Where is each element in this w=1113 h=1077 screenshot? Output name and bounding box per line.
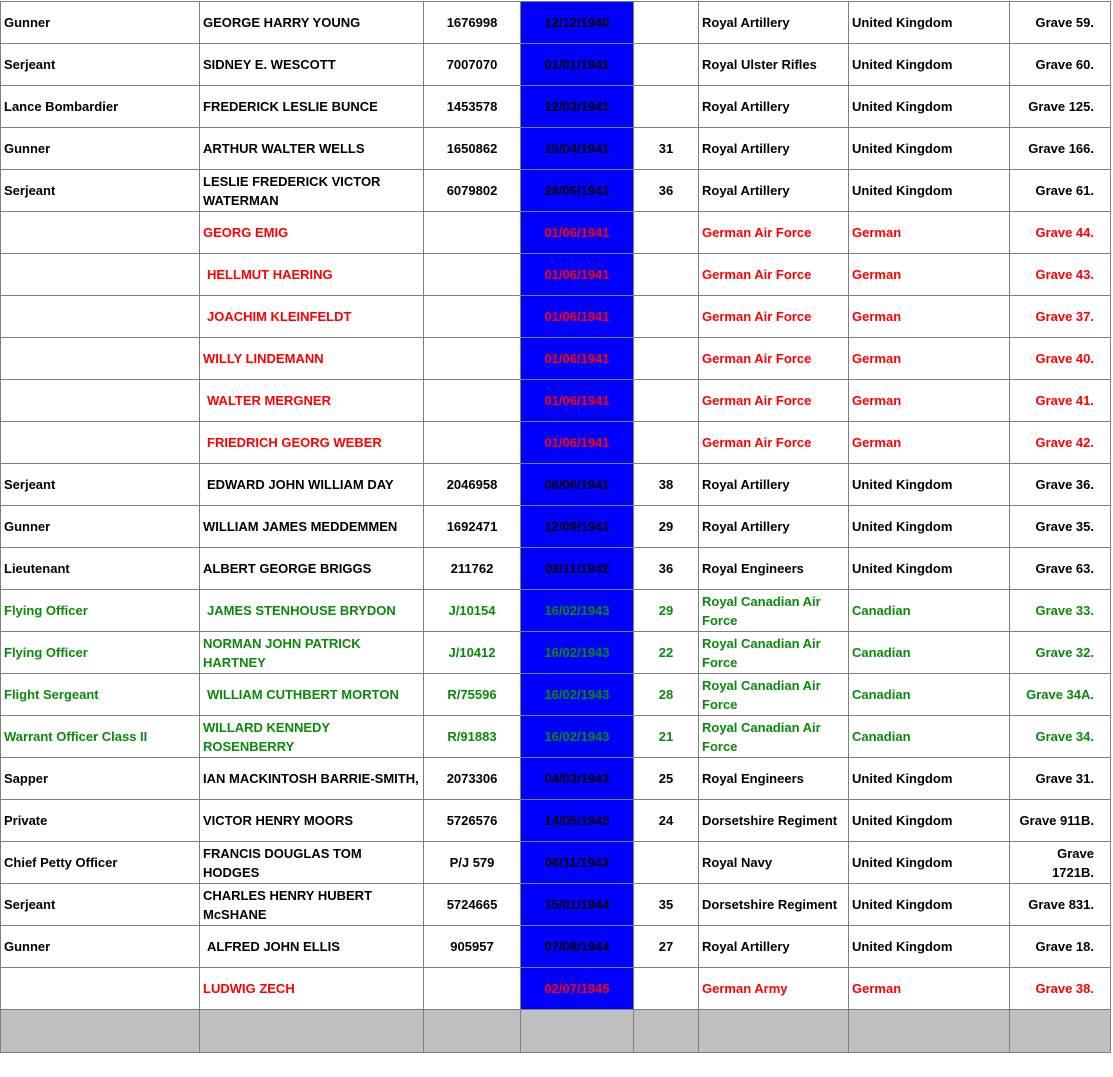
rank-cell[interactable]: Lance Bombardier (1, 86, 200, 128)
date-cell[interactable]: 16/02/1943 (521, 716, 634, 758)
grave-cell[interactable]: Grave 37. (1010, 296, 1111, 338)
empty-cell[interactable] (424, 1010, 521, 1053)
unit-cell[interactable]: Dorsetshire Regiment (699, 884, 849, 926)
date-cell[interactable]: 06/06/1941 (521, 464, 634, 506)
age-cell[interactable]: 36 (634, 170, 699, 212)
unit-cell[interactable]: Royal Canadian Air Force (699, 716, 849, 758)
country-cell[interactable]: United Kingdom (849, 2, 1010, 44)
table-row (1, 464, 1111, 506)
table-row (1, 86, 1111, 128)
name-cell[interactable]: IAN MACKINTOSH BARRIE-SMITH, (200, 758, 424, 800)
age-cell[interactable]: 29 (634, 590, 699, 632)
rank-cell[interactable]: Flight Sergeant (1, 674, 200, 716)
age-cell[interactable]: 22 (634, 632, 699, 674)
name-cell[interactable]: WILLY LINDEMANN (200, 338, 424, 380)
age-cell[interactable]: 24 (634, 800, 699, 842)
rank-cell[interactable] (1, 422, 200, 464)
grave-cell[interactable]: Grave 60. (1010, 44, 1111, 86)
rank-cell[interactable] (1, 338, 200, 380)
empty-cell[interactable] (1, 1010, 200, 1053)
rank-cell[interactable]: Flying Officer (1, 590, 200, 632)
rank-cell[interactable] (1, 296, 200, 338)
service-number-cell[interactable] (424, 380, 521, 422)
name-cell[interactable]: WALTER MERGNER (200, 380, 424, 422)
grave-cell[interactable]: Grave 59. (1010, 2, 1111, 44)
name-cell[interactable]: JOACHIM KLEINFELDT (200, 296, 424, 338)
date-cell[interactable]: 03/11/1942 (521, 548, 634, 590)
country-cell[interactable]: United Kingdom (849, 800, 1010, 842)
country-cell[interactable]: German (849, 968, 1010, 1010)
table-row (1, 590, 1111, 632)
unit-cell[interactable]: German Air Force (699, 296, 849, 338)
rank-cell[interactable] (1, 212, 200, 254)
date-cell[interactable]: 01/06/1941 (521, 296, 634, 338)
name-cell[interactable]: GEORGE HARRY YOUNG (200, 2, 424, 44)
country-cell[interactable]: German (849, 296, 1010, 338)
name-cell[interactable]: JAMES STENHOUSE BRYDON (200, 590, 424, 632)
unit-cell[interactable]: Royal Artillery (699, 128, 849, 170)
name-cell[interactable]: ARTHUR WALTER WELLS (200, 128, 424, 170)
rank-cell[interactable]: Gunner (1, 926, 200, 968)
grave-cell[interactable]: Grave 42. (1010, 422, 1111, 464)
age-cell[interactable] (634, 842, 699, 884)
date-cell[interactable]: 28/05/1941 (521, 170, 634, 212)
age-cell[interactable]: 31 (634, 128, 699, 170)
name-cell[interactable]: FRANCIS DOUGLAS TOM HODGES (200, 842, 424, 884)
empty-row (1, 1010, 1111, 1053)
unit-cell[interactable]: German Air Force (699, 254, 849, 296)
table-row (1, 338, 1111, 380)
service-number-cell[interactable]: 7007070 (424, 44, 521, 86)
grave-cell[interactable]: Grave 63. (1010, 548, 1111, 590)
table-body (1, 2, 1111, 1053)
age-cell[interactable]: 35 (634, 884, 699, 926)
service-number-cell[interactable]: R/91883 (424, 716, 521, 758)
table-row (1, 758, 1111, 800)
unit-cell[interactable]: German Air Force (699, 338, 849, 380)
unit-cell[interactable]: Royal Artillery (699, 170, 849, 212)
name-cell[interactable]: HELLMUT HAERING (200, 254, 424, 296)
grave-cell[interactable]: Grave 34A. (1010, 674, 1111, 716)
country-cell[interactable]: United Kingdom (849, 884, 1010, 926)
date-cell[interactable]: 15/01/1944 (521, 884, 634, 926)
country-cell[interactable]: German (849, 380, 1010, 422)
grave-cell[interactable]: Grave 41. (1010, 380, 1111, 422)
unit-cell[interactable]: Royal Ulster Rifles (699, 44, 849, 86)
rank-cell[interactable]: Lieutenant (1, 548, 200, 590)
age-cell[interactable] (634, 968, 699, 1010)
grave-cell[interactable]: Grave 32. (1010, 632, 1111, 674)
age-cell[interactable]: 38 (634, 464, 699, 506)
name-cell[interactable]: VICTOR HENRY MOORS (200, 800, 424, 842)
age-cell[interactable]: 21 (634, 716, 699, 758)
country-cell[interactable]: United Kingdom (849, 926, 1010, 968)
country-cell[interactable]: German (849, 212, 1010, 254)
age-cell[interactable] (634, 212, 699, 254)
rank-cell[interactable]: Serjeant (1, 884, 200, 926)
table-row (1, 422, 1111, 464)
age-cell[interactable]: 25 (634, 758, 699, 800)
rank-cell[interactable]: Private (1, 800, 200, 842)
unit-cell[interactable]: Royal Engineers (699, 758, 849, 800)
grave-cell[interactable]: Grave 31. (1010, 758, 1111, 800)
date-cell[interactable]: 01/06/1941 (521, 254, 634, 296)
empty-cell[interactable] (849, 1010, 1010, 1053)
date-cell[interactable]: 14/05/1943 (521, 800, 634, 842)
service-number-cell[interactable]: 5726576 (424, 800, 521, 842)
rank-cell[interactable]: Serjeant (1, 170, 200, 212)
service-number-cell[interactable] (424, 212, 521, 254)
age-cell[interactable]: 36 (634, 548, 699, 590)
date-cell[interactable]: 16/02/1943 (521, 590, 634, 632)
unit-cell[interactable]: Royal Canadian Air Force (699, 590, 849, 632)
grave-cell[interactable]: Grave 43. (1010, 254, 1111, 296)
name-cell[interactable]: ALBERT GEORGE BRIGGS (200, 548, 424, 590)
country-cell[interactable]: United Kingdom (849, 128, 1010, 170)
table-row (1, 842, 1111, 884)
table-row (1, 674, 1111, 716)
unit-cell[interactable]: German Air Force (699, 422, 849, 464)
empty-cell[interactable] (200, 1010, 424, 1053)
unit-cell[interactable]: German Air Force (699, 212, 849, 254)
table-row (1, 632, 1111, 674)
date-cell[interactable]: 06/11/1943 (521, 842, 634, 884)
service-number-cell[interactable]: 2073306 (424, 758, 521, 800)
service-number-cell[interactable]: 905957 (424, 926, 521, 968)
empty-cell[interactable] (1010, 1010, 1111, 1053)
name-cell[interactable]: NORMAN JOHN PATRICK HARTNEY (200, 632, 424, 674)
grave-cell[interactable]: Grave 36. (1010, 464, 1111, 506)
table-row (1, 800, 1111, 842)
name-cell[interactable]: FRIEDRICH GEORG WEBER (200, 422, 424, 464)
unit-cell[interactable]: Royal Canadian Air Force (699, 674, 849, 716)
table-row (1, 2, 1111, 44)
country-cell[interactable]: Canadian (849, 632, 1010, 674)
grave-cell[interactable]: Grave 831. (1010, 884, 1111, 926)
country-cell[interactable]: United Kingdom (849, 506, 1010, 548)
date-cell[interactable]: 07/08/1944 (521, 926, 634, 968)
rank-cell[interactable]: Gunner (1, 128, 200, 170)
age-cell[interactable] (634, 422, 699, 464)
table-row (1, 884, 1111, 926)
rank-cell[interactable]: Flying Officer (1, 632, 200, 674)
country-cell[interactable]: German (849, 338, 1010, 380)
name-cell[interactable]: WILLIAM CUTHBERT MORTON (200, 674, 424, 716)
age-cell[interactable] (634, 296, 699, 338)
grave-cell[interactable]: Grave 33. (1010, 590, 1111, 632)
service-number-cell[interactable] (424, 338, 521, 380)
service-number-cell[interactable]: 211762 (424, 548, 521, 590)
country-cell[interactable]: Canadian (849, 674, 1010, 716)
date-cell[interactable]: 01/06/1941 (521, 338, 634, 380)
country-cell[interactable]: German (849, 422, 1010, 464)
rank-cell[interactable]: Sapper (1, 758, 200, 800)
country-cell[interactable]: Canadian (849, 590, 1010, 632)
date-cell[interactable]: 01/06/1941 (521, 380, 634, 422)
table-row (1, 716, 1111, 758)
rank-cell[interactable]: Chief Petty Officer (1, 842, 200, 884)
age-cell[interactable] (634, 86, 699, 128)
unit-cell[interactable]: Royal Artillery (699, 926, 849, 968)
service-number-cell[interactable]: J/10412 (424, 632, 521, 674)
date-cell[interactable]: 12/12/1940 (521, 2, 634, 44)
empty-date-cell[interactable] (521, 1010, 634, 1053)
table-row (1, 254, 1111, 296)
unit-cell[interactable]: Royal Artillery (699, 506, 849, 548)
grave-cell[interactable]: Grave 40. (1010, 338, 1111, 380)
empty-cell[interactable] (699, 1010, 849, 1053)
grave-cell[interactable]: Grave 61. (1010, 170, 1111, 212)
grave-cell[interactable]: Grave 1721B. (1010, 842, 1111, 884)
name-cell[interactable]: FREDERICK LESLIE BUNCE (200, 86, 424, 128)
country-cell[interactable]: United Kingdom (849, 86, 1010, 128)
age-cell[interactable] (634, 254, 699, 296)
age-cell[interactable]: 28 (634, 674, 699, 716)
date-cell[interactable]: 16/02/1943 (521, 632, 634, 674)
service-number-cell[interactable]: 2046958 (424, 464, 521, 506)
name-cell[interactable]: EDWARD JOHN WILLIAM DAY (200, 464, 424, 506)
service-number-cell[interactable]: 1453578 (424, 86, 521, 128)
table-row (1, 968, 1111, 1010)
table-row (1, 44, 1111, 86)
country-cell[interactable]: United Kingdom (849, 464, 1010, 506)
rank-cell[interactable] (1, 254, 200, 296)
age-cell[interactable]: 29 (634, 506, 699, 548)
table-row (1, 128, 1111, 170)
name-cell[interactable]: CHARLES HENRY HUBERT McSHANE (200, 884, 424, 926)
date-cell[interactable]: 01/06/1941 (521, 212, 634, 254)
service-number-cell[interactable]: J/10154 (424, 590, 521, 632)
service-number-cell[interactable]: P/J 579 (424, 842, 521, 884)
age-cell[interactable]: 27 (634, 926, 699, 968)
unit-cell[interactable]: Royal Artillery (699, 86, 849, 128)
date-cell[interactable]: 01/06/1941 (521, 422, 634, 464)
name-cell[interactable]: GEORG EMIG (200, 212, 424, 254)
grave-cell[interactable]: Grave 125. (1010, 86, 1111, 128)
name-cell[interactable]: LUDWIG ZECH (200, 968, 424, 1010)
service-number-cell[interactable] (424, 296, 521, 338)
table-row (1, 548, 1111, 590)
age-cell[interactable] (634, 2, 699, 44)
age-cell[interactable] (634, 338, 699, 380)
table-row (1, 212, 1111, 254)
rank-cell[interactable] (1, 968, 200, 1010)
service-number-cell[interactable]: R/75596 (424, 674, 521, 716)
service-number-cell[interactable]: 1692471 (424, 506, 521, 548)
rank-cell[interactable]: Gunner (1, 2, 200, 44)
table-row (1, 296, 1111, 338)
country-cell[interactable]: Canadian (849, 716, 1010, 758)
date-cell[interactable]: 04/03/1943 (521, 758, 634, 800)
country-cell[interactable]: United Kingdom (849, 758, 1010, 800)
rank-cell[interactable] (1, 380, 200, 422)
grave-cell[interactable]: Grave 911B. (1010, 800, 1111, 842)
table-row (1, 506, 1111, 548)
name-cell[interactable]: WILLARD KENNEDY ROSENBERRY (200, 716, 424, 758)
grave-cell[interactable]: Grave 34. (1010, 716, 1111, 758)
country-cell[interactable]: United Kingdom (849, 548, 1010, 590)
grave-cell[interactable]: Grave 166. (1010, 128, 1111, 170)
date-cell[interactable]: 12/09/1941 (521, 506, 634, 548)
service-number-cell[interactable]: 1650862 (424, 128, 521, 170)
unit-cell[interactable]: German Air Force (699, 380, 849, 422)
name-cell[interactable]: LESLIE FREDERICK VICTOR WATERMAN (200, 170, 424, 212)
unit-cell[interactable]: Royal Navy (699, 842, 849, 884)
service-number-cell[interactable] (424, 968, 521, 1010)
unit-cell[interactable]: Dorsetshire Regiment (699, 800, 849, 842)
grave-cell[interactable]: Grave 38. (1010, 968, 1111, 1010)
grave-cell[interactable]: Grave 18. (1010, 926, 1111, 968)
name-cell[interactable]: ALFRED JOHN ELLIS (200, 926, 424, 968)
empty-cell[interactable] (634, 1010, 699, 1053)
unit-cell[interactable]: Royal Artillery (699, 2, 849, 44)
country-cell[interactable]: United Kingdom (849, 170, 1010, 212)
rank-cell[interactable]: Warrant Officer Class II (1, 716, 200, 758)
grave-cell[interactable]: Grave 35. (1010, 506, 1111, 548)
age-cell[interactable] (634, 380, 699, 422)
date-cell[interactable]: 15/04/1941 (521, 128, 634, 170)
unit-cell[interactable]: Royal Canadian Air Force (699, 632, 849, 674)
unit-cell[interactable]: Royal Engineers (699, 548, 849, 590)
date-cell[interactable]: 12/03/1941 (521, 86, 634, 128)
service-number-cell[interactable]: 1676998 (424, 2, 521, 44)
service-number-cell[interactable] (424, 422, 521, 464)
country-cell[interactable]: United Kingdom (849, 842, 1010, 884)
service-number-cell[interactable]: 5724665 (424, 884, 521, 926)
unit-cell[interactable]: German Army (699, 968, 849, 1010)
rank-cell[interactable]: Serjeant (1, 464, 200, 506)
name-cell[interactable]: SIDNEY E. WESCOTT (200, 44, 424, 86)
name-cell[interactable]: WILLIAM JAMES MEDDEMMEN (200, 506, 424, 548)
unit-cell[interactable]: Royal Artillery (699, 464, 849, 506)
date-cell[interactable]: 16/02/1943 (521, 674, 634, 716)
grave-cell[interactable]: Grave 44. (1010, 212, 1111, 254)
table-row (1, 926, 1111, 968)
date-cell[interactable]: 01/01/1941 (521, 44, 634, 86)
date-cell[interactable]: 02/07/1945 (521, 968, 634, 1010)
table-row (1, 170, 1111, 212)
table-row (1, 380, 1111, 422)
age-cell[interactable] (634, 44, 699, 86)
country-cell[interactable]: German (849, 254, 1010, 296)
rank-cell[interactable]: Gunner (1, 506, 200, 548)
service-number-cell[interactable] (424, 254, 521, 296)
service-number-cell[interactable]: 6079802 (424, 170, 521, 212)
country-cell[interactable]: United Kingdom (849, 44, 1010, 86)
casualty-table (0, 1, 1111, 1053)
rank-cell[interactable]: Serjeant (1, 44, 200, 86)
